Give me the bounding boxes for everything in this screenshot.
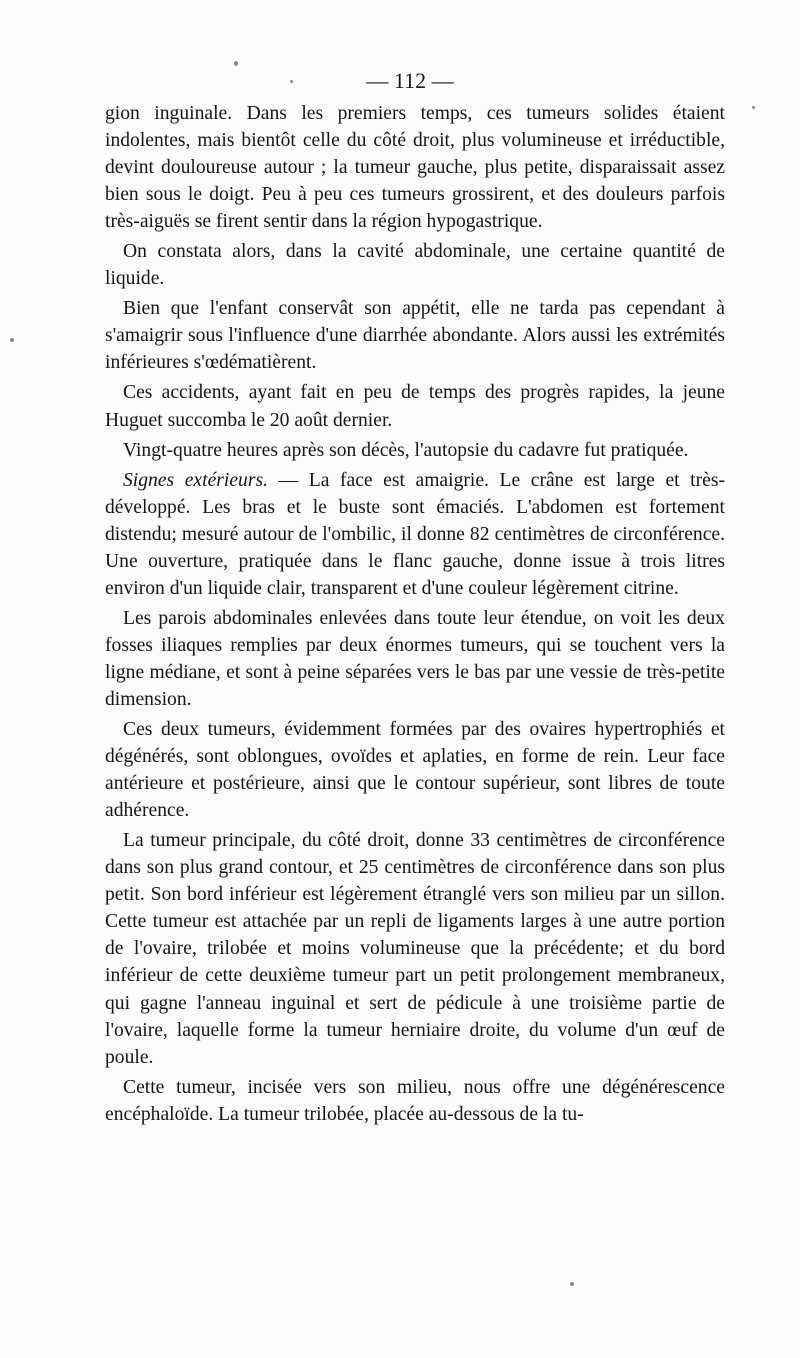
- paragraph: Ces accidents, ayant fait en peu de temps des progrès rapides, la jeune Huguet succomba le 20 août dernier.: [105, 382, 725, 431]
- page-number: — 112 —: [366, 68, 454, 93]
- body-text: [105, 100, 725, 1131]
- paragraph-signes-exterieurs: [105, 467, 725, 602]
- paragraph: Ces deux tumeurs, évidemment formées par des ovaires hypertrophiés et dégénérés, sont oblongues, ovoïdes et aplaties, en forme de rein. Leur face antérieure et postérieure, ainsi que le contour supérieur, sont libres de toute adhérence.: [105, 719, 725, 822]
- paragraph: gion inguinale. Dans les premiers temps, ces tumeurs solides étaient indolentes, mais bientôt celle du côté droit, plus volumineuse et irréductible, devint douloureuse autour ; la tumeur gauche, plus petite, disparaissait assez bien sous le doigt. Peu à peu ces tumeurs grossirent, et des douleurs parfois très-aiguës se firent sentir dans la région hypogastrique.: [105, 103, 725, 233]
- ink-speck: [570, 1282, 574, 1286]
- ink-speck: [234, 61, 238, 66]
- ink-speck: [10, 338, 14, 342]
- paragraph: Les parois abdominales enlevées dans toute leur étendue, on voit les deux fosses iliaques remplies par deux énormes tumeurs, qui se touchent vers la ligne médiane, et sont à peine séparées vers le bas par une vessie de très-petite dimension.: [105, 607, 725, 710]
- paragraph: Vingt-quatre heures après son décès, l'autopsie du cadavre fut pratiquée.: [123, 439, 689, 461]
- section-text: — La face est amaigrie. Le crâne est large et très-développé. Les bras et le buste sont émaciés. L'abdomen est fortement distendu; mesuré autour de l'ombilic, il donne 82 centimètres de circonférence. Une ouverture, pratiquée dans le flanc gauche, donne issue à trois litres environ d'un liquide clair, transparent et d'une couleur légèrement citrine.: [105, 469, 725, 599]
- section-lead: Signes extérieurs.: [123, 469, 268, 491]
- ink-speck: [752, 106, 755, 109]
- paragraph: La tumeur principale, du côté droit, donne 33 centimètres de circonférence dans son plus grand contour, et 25 centimètres de circonférence dans son plus petit. Son bord inférieur est légèrement étranglé vers son milieu par un sillon. Cette tumeur est attachée par un repli de ligaments larges à une autre portion de l'ovaire, trilobée et moins volumineuse que la précédente; et du bord inférieur de cette deuxième tumeur part un petit prolongement membraneux, qui gagne l'anneau inguinal et sert de pédicule à une troisième partie de l'ovaire, laquelle forme la tumeur herniaire droite, du volume d'un œuf de poule.: [105, 830, 725, 1068]
- paragraph: Cette tumeur, incisée vers son milieu, nous offre une dégénérescence encéphaloïde. La tumeur trilobée, placée au-dessous de la tu-: [105, 1076, 725, 1125]
- paragraph: On constata alors, dans la cavité abdominale, une certaine quantité de liquide.: [105, 241, 725, 290]
- paragraph: Bien que l'enfant conservât son appétit, elle ne tarda pas cependant à s'amaigrir sous l'influence d'une diarrhée abondante. Alors aussi les extrémités inférieures s'œdématièrent.: [105, 298, 725, 374]
